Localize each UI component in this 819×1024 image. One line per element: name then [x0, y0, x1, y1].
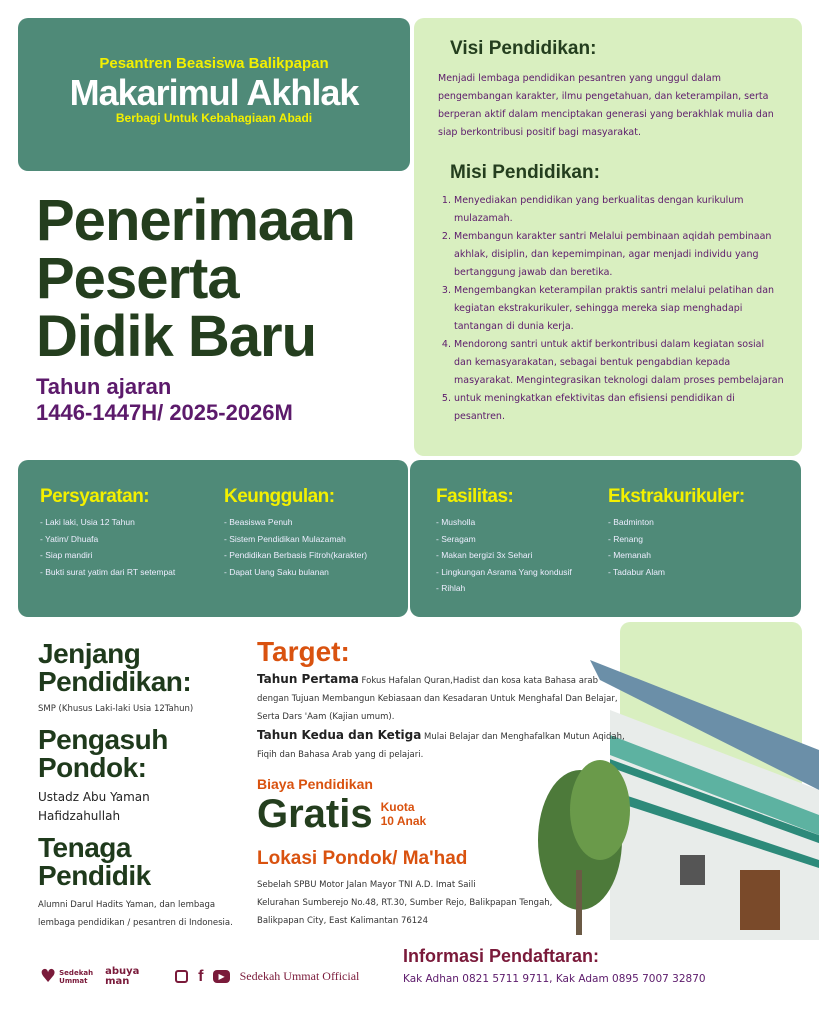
- visi-title: Visi Pendidikan:: [450, 38, 597, 59]
- facilities-panel: [410, 460, 801, 617]
- list-item: - Musholla: [436, 517, 476, 527]
- misi-item: 2. Membangun karakter santri Melalui pembinaan aqidah pembinaan akhlak, disiplin, dan kepemimpinan, agar menjadi individu yang bertanggung jawab dan beretika.: [454, 228, 784, 282]
- sedekah-ummat-logo: [40, 966, 95, 987]
- misi-item: 4. Mendorong santri untuk aktif berkontribusi dalam kegiatan sosial dan kemasyarakatan, sebagai bentuk pengabdian kepada masyarakat. Mengintegrasikan teknologi dalam proses pembelajaran: [454, 336, 784, 390]
- registration-title: Informasi Pendaftaran:: [403, 946, 600, 966]
- pengasuh-name: Hafidzahullah: [38, 809, 121, 823]
- target-year1: [257, 670, 627, 726]
- list-item: - Rihlah: [436, 583, 466, 593]
- list-item: - Lingkungan Asrama Yang kondusif: [436, 566, 572, 577]
- headline-line: Penerimaan: [36, 188, 355, 253]
- misi-item: 1. Menyediakan pendidikan yang berkualitas dengan kurikulum mulazamah.: [454, 192, 784, 228]
- keunggulan: [224, 486, 367, 580]
- jenjang-title: Jenjang: [38, 638, 141, 669]
- target-year1-text: Fokus Hafalan Quran,Hadist dan kosa kata Bahasa arab dengan Tujuan Membangun Kebiasaan dan Kesadaran Untuk Menghafal Dan Belajar, Serta Dars 'Aam (Kajian umum).: [257, 676, 618, 722]
- fasilitas-title: Fasilitas:: [436, 486, 514, 507]
- headline-line: Didik Baru: [36, 304, 317, 369]
- list-item: - Makan bergizi 3x Sehari: [436, 550, 533, 560]
- footer-logos: [40, 966, 359, 987]
- registration-contacts: Kak Adhan 0821 5711 9711, Kak Adam 0895 7007 32870: [403, 973, 706, 985]
- header-subtitle: Pesantren Beasiswa Balikpapan: [99, 55, 329, 72]
- pengasuh-title: Pondok:: [38, 752, 147, 783]
- ekstra-title: Ekstrakurikuler:: [608, 486, 745, 507]
- visi-text: Menjadi lembaga pendidikan pesantren yang unggul dalam pengembangan karakter, ilmu pengetahuan, dan keterampilan, serta berperan aktif dalam menciptakan generasi yang berakhlak mulia dan siap berkontribusi positif bagi masyarakat.: [438, 73, 774, 138]
- tenaga-title: Tenaga: [38, 832, 131, 863]
- year-label: Tahun ajaran: [36, 374, 172, 399]
- sedekah-ummat-wordmark: Sedekah Ummat: [59, 968, 94, 985]
- keunggulan-title: Keunggulan:: [224, 486, 335, 507]
- heart-icon: ♥: [40, 966, 57, 987]
- biaya-label: Biaya Pendidikan: [257, 776, 373, 792]
- youtube-icon[interactable]: ▶: [213, 970, 229, 983]
- list-item: - Tadabur Alam: [608, 566, 666, 577]
- visi-misi-panel: [414, 18, 802, 456]
- lokasi-line: Sebelah SPBU Motor Jalan Mayor TNI A.D. Imat Saili: [257, 880, 476, 890]
- pengasuh-name: Ustadz Abu Yaman: [38, 790, 150, 804]
- persyaratan: [40, 486, 175, 580]
- misi-list: [438, 192, 784, 426]
- quota-label: Kuota: [380, 800, 415, 814]
- ekstrakurikuler: [608, 486, 745, 580]
- left-info: [38, 640, 248, 932]
- registration-info: [403, 946, 706, 985]
- target-year2-label: Tahun Kedua dan Ketiga: [257, 728, 422, 742]
- header-tagline: Berbagi Untuk Kebahagiaan Abadi: [115, 111, 313, 125]
- jenjang-title: Pendidikan:: [38, 666, 192, 697]
- target-year2: [257, 726, 627, 764]
- list-item: - Bukti surat yatim dari RT setempat: [40, 566, 176, 577]
- header-title: Makarimul Akhlak: [69, 72, 359, 113]
- lokasi-line: Kelurahan Sumberejo No.48, RT.30, Sumber Rejo, Balikpapan Tengah,: [257, 898, 553, 908]
- list-item: - Yatim/ Dhuafa: [40, 533, 99, 544]
- tenaga-text: Alumni Darul Hadits Yaman, dan lembaga lembaga pendidikan / pesantren di Indonesia.: [38, 900, 233, 928]
- list-item: - Badminton: [608, 517, 654, 527]
- year-value: 1446-1447H/ 2025-2026M: [36, 400, 293, 425]
- list-item: - Memanah: [608, 550, 651, 560]
- biaya-value: Gratis: [257, 792, 373, 836]
- header-banner: [18, 18, 410, 171]
- list-item: - Pendidikan Berbasis Fitroh(karakter): [224, 550, 368, 560]
- target-title: Target:: [257, 636, 350, 667]
- target-section: [257, 636, 627, 930]
- target-year1-label: Tahun Pertama: [257, 672, 359, 686]
- pengasuh-title: Pengasuh: [38, 724, 168, 755]
- target-year2-text: Mulai Belajar dan Menghafalkan Mutun Aqidah, Fiqih dan Bahasa Arab yang di pelajari.: [257, 732, 625, 760]
- headline: [36, 188, 355, 426]
- tenaga-title: Pendidik: [38, 860, 151, 891]
- lokasi-line: Balikpapan City, East Kalimantan 76124: [257, 916, 428, 926]
- list-item: - Seragam: [436, 533, 476, 544]
- biaya-row: [257, 792, 627, 836]
- persyaratan-title: Persyaratan:: [40, 486, 150, 507]
- misi-item: 3. Mengembangkan keterampilan praktis santri melalui pelatihan dan kegiatan ekstrakurikuler, sehingga mereka siap menghadapi tantangan di dunia kerja.: [454, 282, 784, 336]
- list-item: - Siap mandiri: [40, 550, 93, 560]
- facebook-icon[interactable]: f: [198, 967, 204, 985]
- requirements-panel: [18, 460, 408, 617]
- list-item: - Sistem Pendidikan Mulazamah: [224, 533, 346, 544]
- misi-item: 5. untuk meningkatkan efektivitas dan efisiensi pendidikan di pesantren.: [454, 390, 784, 426]
- headline-line: Peserta: [36, 246, 239, 311]
- social-name: Sedekah Ummat Official: [239, 969, 360, 983]
- abuya-man-logo: abuya man: [105, 965, 140, 987]
- misi-title: Misi Pendidikan:: [450, 162, 600, 183]
- jenjang-text: SMP (Khusus Laki-laki Usia 12Tahun): [38, 704, 194, 714]
- list-item: - Dapat Uang Saku bulanan: [224, 566, 329, 577]
- lokasi-title: Lokasi Pondok/ Ma'had: [257, 848, 468, 869]
- fasilitas: [436, 486, 572, 597]
- list-item: - Beasiswa Penuh: [224, 517, 293, 527]
- instagram-icon[interactable]: [175, 970, 188, 983]
- list-item: - Laki laki, Usia 12 Tahun: [40, 517, 135, 527]
- quota: [381, 800, 427, 828]
- quota-value: 10 Anak: [380, 814, 427, 828]
- list-item: - Renang: [608, 533, 643, 544]
